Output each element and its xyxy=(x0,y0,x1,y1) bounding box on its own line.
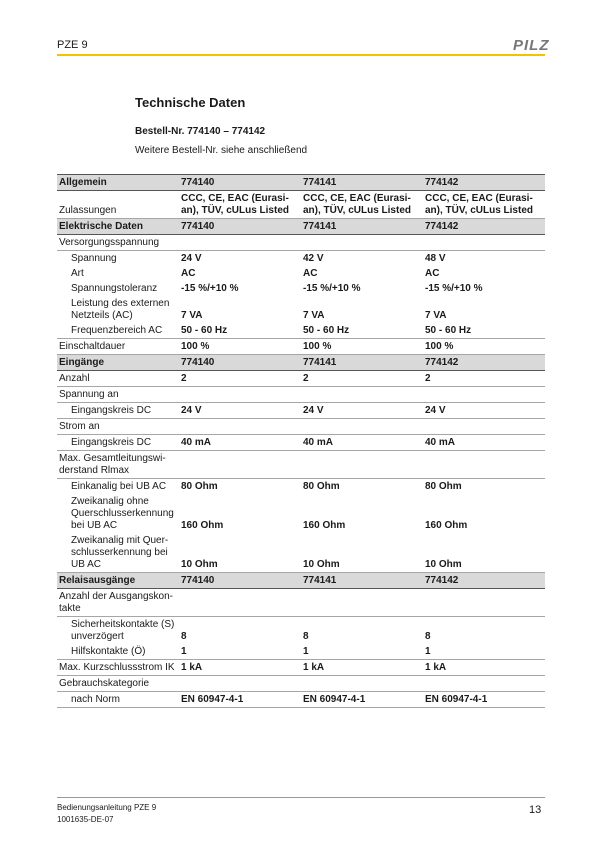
section-title: Technische Daten xyxy=(135,95,246,110)
table-row xyxy=(57,387,545,403)
row-label: Anzahl xyxy=(57,371,179,387)
row-value: EN 60947-4-1 xyxy=(179,692,301,708)
row-value xyxy=(301,235,423,251)
row-value: CCC, CE, EAC (Eurasi-an), TÜV, cULus Listed xyxy=(423,191,545,219)
row-value xyxy=(179,676,301,692)
row-value: 2 xyxy=(301,371,423,387)
row-value: 80 Ohm xyxy=(425,481,462,492)
row-label: Zweikanalig ohne Querschlusserkennung bei UB AC xyxy=(71,496,174,531)
table-row xyxy=(57,660,545,676)
row-value: 1 xyxy=(179,644,301,660)
row-label: Eingänge xyxy=(57,355,179,371)
table-row xyxy=(57,251,545,267)
row-label: Hilfskontakte (Ö) xyxy=(57,644,179,660)
table-row xyxy=(57,323,545,339)
row-value: 42 V xyxy=(303,253,324,264)
row-value: 774141 xyxy=(301,219,423,235)
table-row xyxy=(57,371,545,387)
row-value: CCC, CE, EAC (Eurasi-an), TÜV, cULus Listed xyxy=(179,191,301,219)
row-label: Versorgungsspannung xyxy=(57,235,179,251)
row-label: Max. Kurzschlussstrom IK xyxy=(57,660,179,676)
row-value: -15 %/+10 % xyxy=(181,283,239,294)
row-value: 1 kA xyxy=(423,660,545,676)
row-value xyxy=(301,451,423,479)
row-value: -15 %/+10 % xyxy=(303,283,361,294)
section-header-row xyxy=(57,573,545,589)
row-value: 8 xyxy=(303,631,309,642)
table-row xyxy=(57,676,545,692)
row-value: 50 - 60 Hz xyxy=(179,323,301,339)
table-row xyxy=(57,403,545,419)
pilz-logo: PILZ xyxy=(513,37,550,54)
row-value xyxy=(301,676,423,692)
row-value: 774142 xyxy=(423,573,545,589)
row-value: 160 Ohm xyxy=(303,520,346,531)
row-value: 774141 xyxy=(301,175,423,191)
row-value: 8 xyxy=(425,631,431,642)
row-label: Eingangskreis DC xyxy=(57,403,179,419)
row-value: 774142 xyxy=(423,355,545,371)
row-value xyxy=(179,589,301,617)
row-value: 7 VA xyxy=(425,310,447,321)
row-label: Zweikanalig mit Quer-schlusserkennung bei UB AC xyxy=(57,533,179,573)
row-label: Zulassungen xyxy=(57,191,179,219)
row-value xyxy=(179,387,301,403)
order-note: Weitere Bestell-Nr. siehe anschließend xyxy=(135,145,308,156)
row-value: 80 Ohm xyxy=(181,481,218,492)
row-value: 1 kA xyxy=(179,660,301,676)
table-row xyxy=(57,235,545,251)
table-row xyxy=(57,451,545,479)
row-value xyxy=(179,451,301,479)
row-value: 774141 xyxy=(301,573,423,589)
table-row xyxy=(57,296,545,323)
row-value: 774142 xyxy=(423,175,545,191)
row-value xyxy=(179,235,301,251)
row-value: -15 %/+10 % xyxy=(425,283,483,294)
row-value: 774141 xyxy=(301,355,423,371)
table-row xyxy=(57,692,545,708)
table-row xyxy=(57,281,545,296)
row-value: 774140 xyxy=(179,573,301,589)
table-row xyxy=(57,644,545,660)
section-header-row xyxy=(57,219,545,235)
row-label: Einschaltdauer xyxy=(57,339,179,355)
row-value: 774140 xyxy=(179,355,301,371)
row-value: 774140 xyxy=(179,219,301,235)
row-value xyxy=(301,589,423,617)
row-label: Allgemein xyxy=(57,175,179,191)
row-value xyxy=(423,589,545,617)
row-label: Frequenzbereich AC xyxy=(57,323,179,339)
row-value: 24 V xyxy=(181,253,202,264)
row-value: 774140 xyxy=(179,175,301,191)
row-label: Sicherheitskontakte (S) unverzögert xyxy=(71,619,175,642)
row-value: 48 V xyxy=(425,253,446,264)
row-value: AC xyxy=(181,268,196,279)
row-value: 10 Ohm xyxy=(179,533,301,573)
row-label: Leistung des externen Netzteils (AC) xyxy=(71,298,170,321)
row-value: 100 % xyxy=(423,339,545,355)
row-value: 40 mA xyxy=(179,435,301,451)
row-value xyxy=(423,451,545,479)
table-row xyxy=(57,435,545,451)
table-row xyxy=(57,479,545,495)
row-value: 40 mA xyxy=(423,435,545,451)
row-value: EN 60947-4-1 xyxy=(301,692,423,708)
row-label: Spannungstoleranz xyxy=(71,283,158,294)
row-label: Spannung an xyxy=(57,387,179,403)
row-value: 50 - 60 Hz xyxy=(301,323,423,339)
technical-data-table xyxy=(57,174,545,708)
table-row xyxy=(57,617,545,645)
row-value xyxy=(301,387,423,403)
row-value: 10 Ohm xyxy=(423,533,545,573)
row-label: Art xyxy=(71,268,84,279)
row-value: 24 V xyxy=(179,403,301,419)
section-header-row xyxy=(57,175,545,191)
row-value xyxy=(423,387,545,403)
footer-divider xyxy=(57,797,545,798)
order-number: Bestell-Nr. 774140 – 774142 xyxy=(135,126,266,137)
row-value xyxy=(423,419,545,435)
table-row xyxy=(57,494,545,533)
header-title: PZE 9 xyxy=(57,39,88,51)
row-value xyxy=(423,235,545,251)
table-row xyxy=(57,339,545,355)
table-row xyxy=(57,419,545,435)
row-value: 40 mA xyxy=(301,435,423,451)
row-value xyxy=(423,676,545,692)
page-number: 13 xyxy=(529,804,542,816)
row-label: Anzahl der Ausgangskon-takte xyxy=(57,589,179,617)
row-value: 1 kA xyxy=(301,660,423,676)
row-value: 10 Ohm xyxy=(301,533,423,573)
row-value: CCC, CE, EAC (Eurasi-an), TÜV, cULus Listed xyxy=(301,191,423,219)
row-value xyxy=(301,419,423,435)
row-label: nach Norm xyxy=(57,692,179,708)
footer-document-code: 1001635-DE-07 xyxy=(57,815,114,824)
footer-document-title: Bedienungsanleitung PZE 9 xyxy=(57,803,157,812)
row-value: 100 % xyxy=(301,339,423,355)
row-value: 7 VA xyxy=(303,310,325,321)
row-value: 8 xyxy=(181,631,187,642)
row-value: 7 VA xyxy=(181,310,203,321)
row-label: Gebrauchskategorie xyxy=(57,676,179,692)
row-label: Eingangskreis DC xyxy=(57,435,179,451)
row-value: 160 Ohm xyxy=(181,520,224,531)
header-divider xyxy=(57,54,545,56)
row-value: 1 xyxy=(301,644,423,660)
row-value: 24 V xyxy=(301,403,423,419)
row-value: 1 xyxy=(423,644,545,660)
row-value: AC xyxy=(303,268,318,279)
row-label: Elektrische Daten xyxy=(57,219,179,235)
row-label: Strom an xyxy=(57,419,179,435)
row-value: 100 % xyxy=(179,339,301,355)
row-value xyxy=(179,419,301,435)
table-row xyxy=(57,533,545,573)
row-label: Einkanalig bei UB AC xyxy=(71,481,167,492)
row-value: EN 60947-4-1 xyxy=(423,692,545,708)
row-value: 2 xyxy=(423,371,545,387)
row-label: Spannung xyxy=(71,253,117,264)
table-row xyxy=(57,191,545,219)
row-value: AC xyxy=(425,268,440,279)
row-value: 24 V xyxy=(423,403,545,419)
row-value: 774142 xyxy=(423,219,545,235)
row-value: 160 Ohm xyxy=(425,520,468,531)
section-header-row xyxy=(57,355,545,371)
table-row xyxy=(57,589,545,617)
table-row xyxy=(57,266,545,281)
row-value: 50 - 60 Hz xyxy=(423,323,545,339)
row-label: Relaisausgänge xyxy=(57,573,179,589)
row-value: 80 Ohm xyxy=(303,481,340,492)
row-value: 2 xyxy=(179,371,301,387)
row-label: Max. Gesamtleitungswi-derstand Rlmax xyxy=(57,451,179,479)
